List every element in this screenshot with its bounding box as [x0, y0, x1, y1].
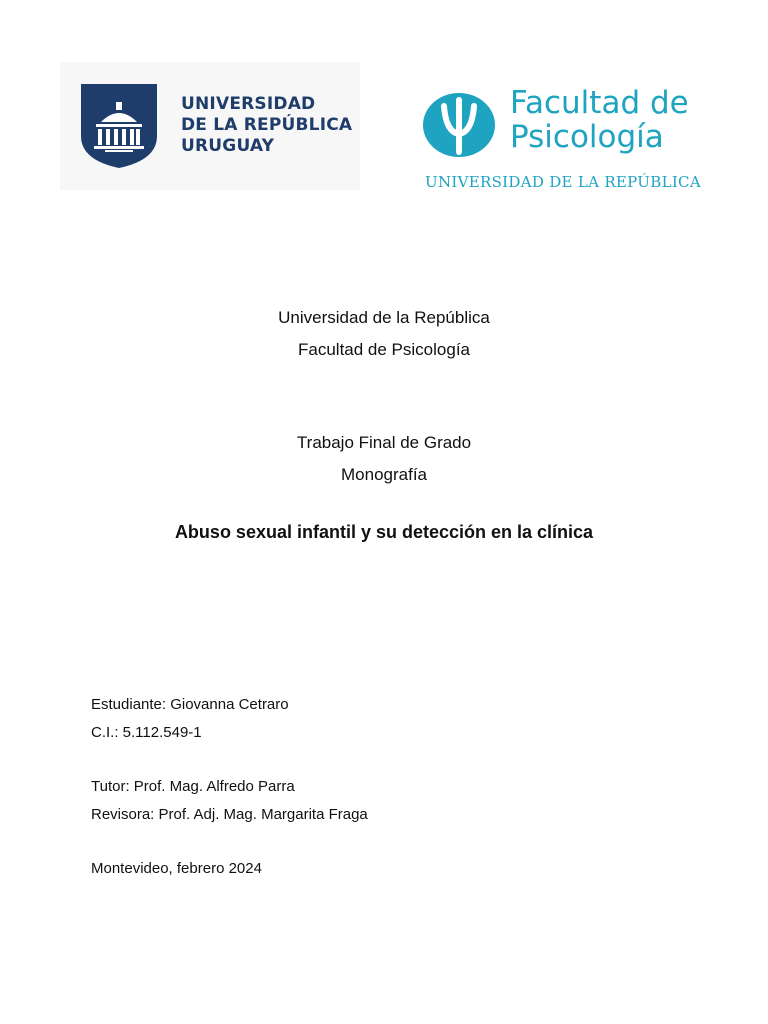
- tutor: Tutor: Prof. Mag. Alfredo Parra: [91, 778, 295, 795]
- supervision-block: [91, 773, 368, 829]
- work-type-block: [0, 427, 768, 491]
- udelar-logo: [60, 62, 360, 190]
- psicologia-logo: [400, 80, 700, 230]
- institution-block: [0, 302, 768, 366]
- udelar-seal-icon: [81, 84, 157, 168]
- student-block: [91, 691, 289, 747]
- student-id: C.I.: 5.112.549-1: [91, 724, 202, 741]
- psicologia-line-1: Facultad de: [510, 85, 689, 121]
- udelar-wordmark: [181, 94, 352, 157]
- udelar-line-3: URUGUAY: [181, 136, 275, 156]
- work-format: Monografía: [341, 465, 427, 484]
- udelar-line-2: DE LA REPÚBLICA: [181, 115, 353, 135]
- thesis-title: Abuso sexual infantil y su detección en la clínica: [174, 522, 594, 542]
- psicologia-subtitle: UNIVERSIDAD DE LA REPÚBLICA: [425, 173, 701, 191]
- work-type: Trabajo Final de Grado: [296, 433, 472, 452]
- student-name: Estudiante: Giovanna Cetraro: [91, 696, 289, 713]
- udelar-line-1: UNIVERSIDAD: [181, 94, 316, 114]
- place-date: Montevideo, febrero 2024: [91, 860, 262, 877]
- faculty-name: Facultad de Psicología: [298, 340, 470, 359]
- psicologia-line-2: Psicología: [510, 119, 664, 155]
- logo-bar: [60, 62, 700, 222]
- university-name: Universidad de la República: [278, 308, 490, 327]
- reviewer: Revisora: Prof. Adj. Mag. Margarita Fraga: [91, 806, 368, 823]
- psi-symbol-icon: [422, 92, 496, 158]
- psicologia-wordmark: [510, 86, 689, 154]
